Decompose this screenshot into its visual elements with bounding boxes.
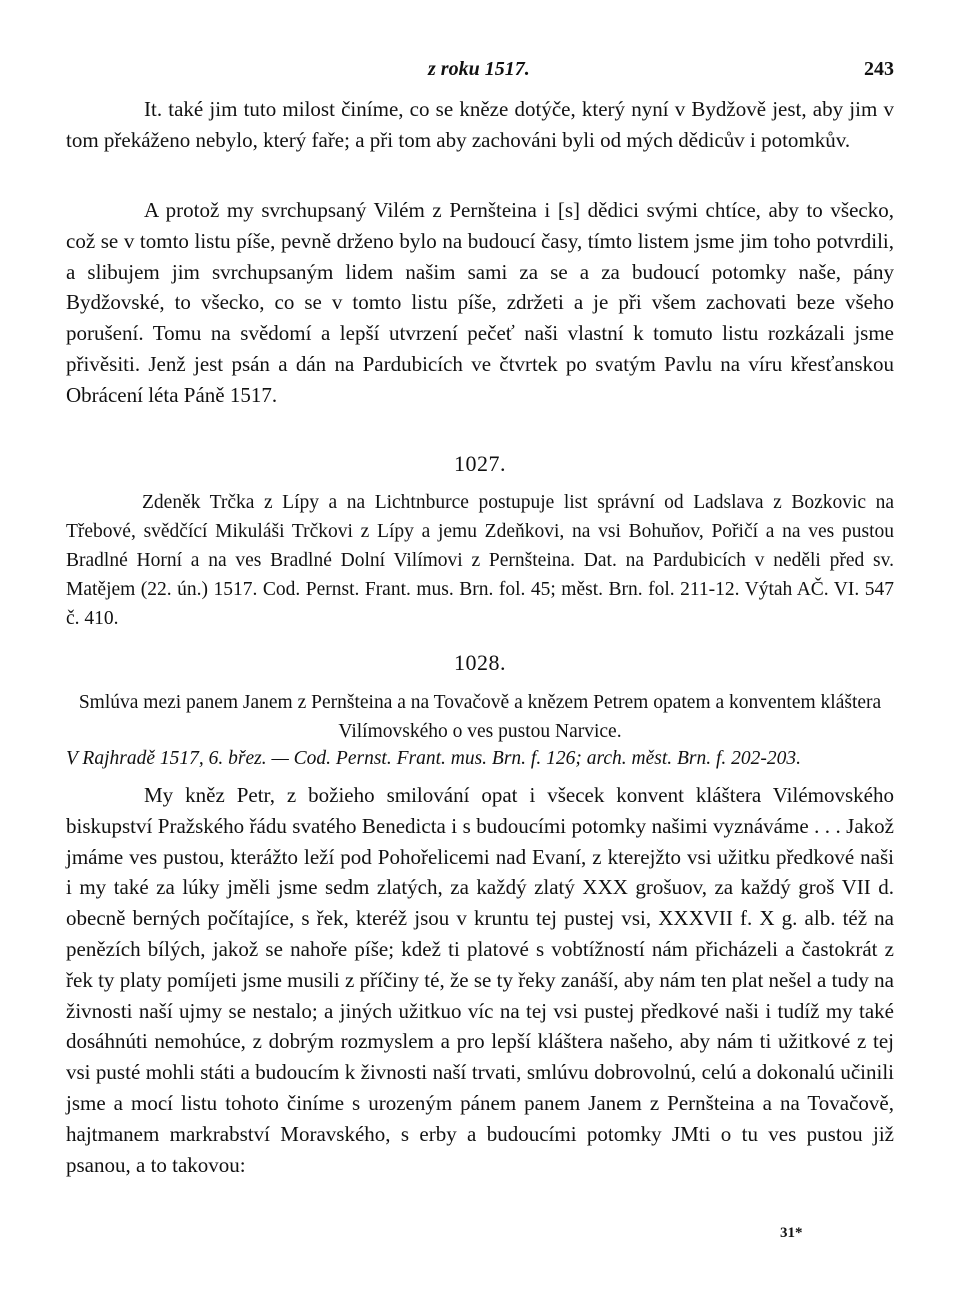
- continuation-paragraph-1: It. také jim tuto milost činíme, co se kněze dotýče, který nyní v Bydžově jest, aby jim v tom překáženo nebylo, který faře; a při tom aby zachováni byli od mých dědicův i potomkův.: [66, 97, 894, 152]
- entry-1027-regest: Zdeněk Trčka z Lípy a na Lichtnburce postupuje list správní od Ladslava z Bozkovic na Třebové, svědčící Mikuláši Trčkovi z Lípy a jemu Zdeňkovi, na vsi Bohuňov, Pořičí a na ves pustou Bradlné Horní a na ves Bradlné Dolní Vilímovi z Pernšteina. Dat. na Pardubicích v neděli před sv. Matějem (22. ún.) 1517. Cod. Pernst. Frant. mus. Brn. fol. 45; měst. Brn. fol. 211-12. Výtah AČ. VI. 547 č. 410.: [66, 492, 894, 629]
- entry-number-1027: 1027.: [454, 451, 506, 476]
- entry-number-1028: 1028.: [454, 650, 506, 675]
- entry-1028-source: V Rajhradě 1517, 6. břez. — Cod. Pernst. Frant. mus. Brn. f. 126; arch. měst. Brn. f. 202-203.: [66, 748, 802, 769]
- entry-1028-text: My kněz Petr, z božieho smilování opat i všecek konvent kláštera Vilémovského biskupství Pražského řádu svatého Benedicta i s budoucími potomky našimi vyznáváme . . . Jakož jmáme ves pustou, kterážto leží pod Pohořelicemi nad Evaní, z kterejžto vsi užitku předkové naši i my také za lúky jměli jsme sedm zlatých, za každý zlatý XXX grošuov, za každý groš VII d. obecně berných počítajíce, s řek, kteréž jsou v kruntu tej pustej vsi, XXXVII f. X g. alb. též na penězích bílých, jakož se nahoře píše; kdež ti platové s vobtížností nám přicházeli a častokrát z řek ty platy pomíjeti jsme musili z příčiny té, že se ty řeky zanáší, aby nám ten plat nešel a tudy na živnosti naší ujmy se nestalo; a jiných užitkuo víc na tej vsi pustej předkové naši i tudíž my také dosáhnúti nemohúce, z dobrým rozmyslem a pro lepší kláštera našeho, aby nám ti užitkové z tej vsi pusté mohli státi a budoucím k živnosti naší trvati, smlúvu dobrovolnú, celú a dokonalú učinili jsme a mocí listu tohoto činíme s urozeným pánem panem Janem z Pernšteina a na Tovačově, hajtmanem markrabství Moravského, s erby a budoucími potomky JMti o tu ves pustou již psanou, a to takovou:: [66, 783, 894, 1177]
- signature-mark: 31*: [780, 1225, 803, 1241]
- running-title: z roku 1517.: [428, 58, 530, 80]
- running-head: [66, 58, 894, 86]
- continuation-paragraph-2: A protož my svrchupsaný Vilém z Pernšteina i [s] dědici svými chtíce, aby to všecko, což se v tomto listu píše, pevně drženo bylo na budoucí časy, tímto listem jsme jim toho potvrdili, a slibujem jim svrchupsaným lidem našim sami za se a za budoucí potomky naše, pány Bydžovské, to všecko, co se v tomto listu píše, zdržeti a je při všem zachovati beze všeho porušení. Tomu na svědomí a lepší utvrzení pečeť naši vlastní k tomuto listu rozkázali jsme přivěsiti. Jenž jest psán a dán na Pardubicích ve čtvrtek po svatým Pavlu na víru křesťanskou Obrácení léta Páně 1517.: [66, 198, 894, 407]
- page-number: 243: [864, 58, 894, 80]
- entry-1028-regest: Smlúva mezi panem Janem z Pernšteina a na Tovačově a knězem Petrem opatem a konventem kláštera Vilímovského o ves pustou Narvice.: [78, 692, 882, 742]
